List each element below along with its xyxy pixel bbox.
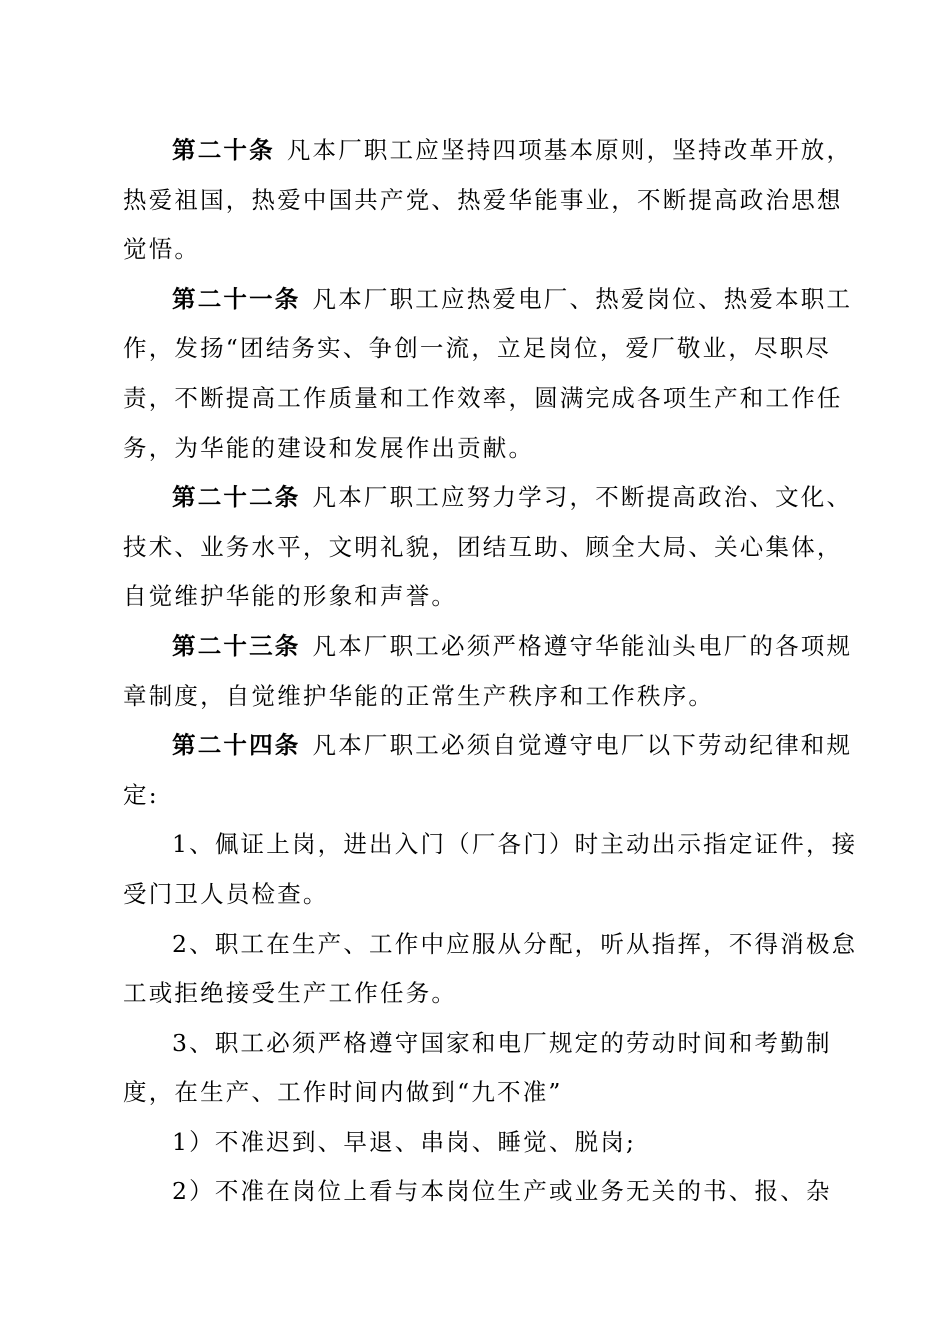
article-24 — [123, 721, 858, 820]
article-22-text: 凡本厂职工应努力学习，不断提高政治、文化、技术、业务水平，文明礼貌，团结互助、顾全大局、关心集体，自觉维护华能的形象和声誉。 — [123, 483, 853, 611]
article-24-heading: 第二十四条 — [172, 731, 301, 760]
article-23-text: 凡本厂职工必须严格遵守华能汕头电厂的各项规章制度，自觉维护华能的正常生产秩序和工作秩序。 — [123, 631, 853, 710]
article-21 — [123, 275, 858, 473]
article-22-heading: 第二十二条 — [172, 483, 301, 512]
document-body — [123, 126, 858, 1217]
article-20-text: 凡本厂职工应坚持四项基本原则，坚持改革开放，热爱祖国，热爱中国共产党、热爱华能事业，不断提高政治思想觉悟。 — [123, 136, 853, 264]
article-23 — [123, 622, 858, 721]
article-21-heading: 第二十一条 — [172, 284, 301, 313]
rule-item-2: 2、职工在生产、工作中应服从分配，听从指挥，不得消极怠工或拒绝接受生产工作任务。 — [123, 929, 858, 1008]
article-21-text: 凡本厂职工应热爱电厂、热爱岗位、热爱本职工作，发扬“团结务实、争创一流，立足岗位，爱厂敬业，尽职尽责，不断提高工作质量和工作效率，圆满完成各项生产和工作任务，为华能的建设和发展作出贡献。 — [123, 284, 853, 462]
rule-subitem-1: 1）不准迟到、早退、串岗、睡觉、脱岗; — [172, 1127, 637, 1156]
rule-subitem-2: 2）不准在岗位上看与本岗位生产或业务无关的书、报、杂 — [172, 1177, 832, 1206]
rule-item-1: 1、佩证上岗，进出入门（厂各门）时主动出示指定证件，接受门卫人员检查。 — [123, 830, 858, 908]
rule-item-3: 3、职工必须严格遵守国家和电厂规定的劳动时间和考勤制度，在生产、工作时间内做到“九不准” — [123, 1028, 832, 1107]
article-20-heading: 第二十条 — [172, 136, 275, 164]
article-22 — [123, 473, 858, 622]
article-20 — [123, 126, 858, 275]
article-24-text: 凡本厂职工必须自觉遵守电厂以下劳动纪律和规定: — [123, 731, 853, 809]
article-23-heading: 第二十三条 — [172, 631, 301, 660]
